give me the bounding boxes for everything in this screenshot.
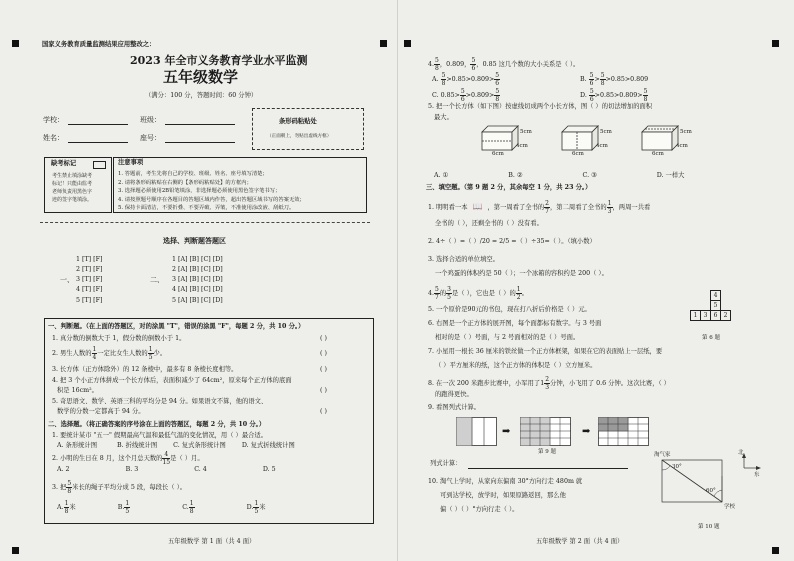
registration-mark (380, 40, 387, 47)
cube-label: 6cm (572, 151, 584, 157)
school-label: 学校： (43, 116, 64, 124)
choice-q4-option-d: D. $\frac{5}{6}$ >0.85>0.809> $\frac{5}{8}$ (580, 88, 648, 103)
choice-q4: 4. $\frac{5}{8}$ ，0.809， $\frac{5}{6}$ ，0.85 这几个数的大小关系是（ ）。 (428, 57, 580, 72)
registration-mark (12, 547, 19, 554)
fill-q9: 9. 看图列式计算。 (428, 404, 481, 411)
judge-q5a: 5. 奇思语文、数学、英语三科的平均分是 94 分。如果语文不算，他的语文、 (52, 398, 268, 405)
fill-q10a: 10. 淘气上学时，从家向东偏南 30°方向行走 480m 就 (428, 478, 583, 485)
absent-title: 缺考标记 (51, 160, 77, 167)
choice-answer-row[interactable]: 1 [A] [B] [C] [D] (172, 256, 223, 263)
map-label-30: 30° (672, 464, 682, 470)
judge-q5b: 数学的分数一定都高于 94 分。 (57, 408, 145, 415)
absent-checkbox[interactable] (93, 161, 106, 169)
answer-paren: ( ) (320, 408, 327, 415)
choice-answer-row[interactable]: 2 [A] [B] [C] [D] (172, 266, 223, 273)
q9-answer-line[interactable] (468, 468, 628, 469)
judge-q2: 2. 男生人数的 $\frac{1}{4}$ 一定比女生人数的 $\frac{1}{5}$ 少。 (52, 346, 167, 361)
map-label-60: 60° (706, 488, 716, 494)
fig10-caption: 第 10 题 (698, 524, 720, 530)
fill-q8c: 的跑得更快。 (435, 391, 473, 398)
choice-answer-row[interactable]: 5 [A] [B] [C] [D] (172, 297, 223, 304)
notice-item: 1. 答题前，考生先将自己的学校、班级、姓名、座号填写清楚； (118, 171, 268, 177)
fill-heading: 三、填空题。（第 9 题 2 分，其余每空 1 分，共 23 分。） (426, 184, 592, 191)
registration-mark (404, 40, 411, 47)
choice-q5b: 最大。 (434, 114, 453, 121)
cube-label: 6cm (652, 151, 664, 157)
choice-area-title: 选择、判断题答题区 (163, 236, 226, 245)
answer-paren: ( ) (320, 335, 327, 342)
judge-heading: 一、判断题。（在上面的答题区，对的涂黑 "T"，错误的涂黑 "F"，每题 2 分，共 10 分。） (48, 323, 305, 330)
net-face: 6 (710, 310, 721, 321)
answer-paren: ( ) (320, 350, 327, 357)
arrow-icon: ➡ (502, 426, 511, 437)
exam-info: （满分：100 分，答题时间：60 分钟） (145, 92, 258, 99)
choice-q1: 1. 要统计某市 "五一" 假期最高气温和最低气温的变化情况，用（ ）最合适。 (52, 432, 268, 439)
subject-title: 五年级数学 (163, 68, 239, 86)
choice-q2: 2. 小明的生日在 8 月，这个月总天数的 $\frac{4}{15}$ 是（ ）月。 (52, 451, 204, 466)
choice-q4-option-c: C. 0.85> $\frac{5}{6}$ >0.809> $\frac{5}{8}$ (432, 88, 500, 103)
cube-label: 5cm (520, 129, 532, 135)
judge-q4b: 积是 16cm²。 (57, 387, 98, 394)
fig9-caption: 第 9 题 (538, 449, 556, 455)
fig6-caption: 第 6 题 (702, 335, 720, 341)
page-footer-left: 五年级数学 第 1 面（共 4 面） (168, 538, 256, 545)
notice-item: 5. 保持卡面清洁，不要折叠、不要弄破、弄皱，不准使用涂改液、刮纸刀。 (118, 205, 295, 211)
seat-field[interactable] (165, 142, 235, 143)
choice-answer-row[interactable]: 4 [A] [B] [C] [D] (172, 286, 223, 293)
answer-paren: ( ) (320, 366, 327, 373)
registration-mark (772, 40, 779, 47)
fill-q6b: 相对的是（ ）号面，与 2 号面相对的是（ ）号面。 (435, 334, 580, 341)
cuboid-figure-1 (476, 124, 556, 156)
registration-mark (12, 40, 19, 47)
net-face: 3 (700, 310, 711, 321)
map-label-home: 淘气家 (654, 452, 671, 458)
judge-answer-row[interactable]: 1 [T] [F] (76, 256, 103, 263)
choice-q5: 5. 把一个长方体（如下图）按虚线切成两个小长方体，图（ ）的切法增加的面积 (428, 103, 653, 110)
notice-item: 2. 请将条形码粘贴在右侧的【条形码粘贴处】的方框内； (118, 179, 252, 186)
notice-title: 注意事项 (118, 159, 144, 166)
fill-q9-calc: 列式计算： (430, 460, 462, 467)
notice-item: 4. 请按照题号顺序在各题目的答题区域内作答，超出答题区域书写的答案无效； (118, 196, 305, 203)
barcode-note: （正面朝上，勿贴出虚线方框） (267, 134, 332, 139)
net-face: 1 (690, 310, 701, 321)
judge-q4a: 4. 把 3 个小正方体拼成一个长方体后，表面积减少了 64cm²，原来每个正方体的底面 (52, 377, 292, 384)
answer-paren: ( ) (320, 387, 327, 394)
cube-net-figure (690, 290, 740, 330)
absent-text-4: 迹的签字笔填涂。 (52, 197, 93, 203)
divider (40, 222, 370, 223)
exam-title: 2023 年全市义务教育学业水平监测 (130, 54, 308, 67)
cube-label: 5cm (600, 129, 612, 135)
choice-q4-option-a: A. $\frac{5}{8}$ >0.85>0.809> $\frac{5}{6}$ (432, 72, 500, 87)
choice-q5-options: A. ① B. ② C. ③ D. 一样大 (434, 172, 685, 179)
cube-label: 4cm (596, 143, 608, 149)
fill-q7b: （ ）平方厘米的纸，这个正方体的体积是（ ）立方厘米。 (435, 362, 597, 369)
right-page (398, 0, 794, 561)
net-face: 2 (720, 310, 731, 321)
class-field[interactable] (165, 124, 235, 125)
fill-q8: 8. 在一次 200 米跑步比赛中，小军用了1 $\frac{2}{3}$ 分钟，小飞用了 0.6 分钟。这次比赛，（ ） (428, 376, 670, 391)
choice-heading: 二、选择题。（将正确答案的序号涂在上面的答题区，每题 2 分，共 10 分。） (48, 421, 266, 428)
judge-q1: 1. 真分数的倒数大于 1，假分数的倒数小于 1。 (52, 335, 186, 342)
notice-box (113, 157, 367, 213)
absent-text-1: 考生禁止填涂缺考 (52, 173, 93, 179)
fig9-grid-2 (520, 417, 572, 447)
section-two-label: 二、 (150, 276, 164, 284)
fill-q5: 5. 一个原价是90元的书包，现在打八折后价格是（ ）元。 (428, 306, 591, 313)
cube-label: 4cm (676, 143, 688, 149)
map-label-school: 学校 (724, 504, 736, 510)
notice-item: 3. 选择题必须使用2B铅笔填涂，非选择题必须使用黑色签字笔书写； (118, 188, 281, 194)
class-label: 班级： (140, 116, 161, 124)
page-footer-right: 五年级数学 第 2 面（共 4 面） (536, 538, 624, 545)
fill-q3a: 一个鸡蛋的体积约是 50（ ）；一个冰箱的容积约是 200（ ）。 (435, 270, 608, 277)
fill-q6a: 6. 右图是一个正方体的展开图，每个面都标有数字。与 3 号面 (428, 320, 602, 327)
cube-label: 5cm (680, 129, 692, 135)
fill-q4: 4. $\frac{5}{7}$ 的 $\frac{3}{5}$ 是（ ），它也是（ ）的 $\frac{1}{2}$ 。 (428, 286, 528, 301)
judge-answer-row[interactable]: 2 [T] [F] (76, 266, 103, 273)
corner-note: 国家义务教育质量监测结果应用整改之： (42, 41, 156, 48)
name-label: 姓名： (43, 134, 64, 142)
fill-q1e: 全书的（ ），还剩全书的（ ）没有看。 (435, 220, 543, 227)
fill-q1: 1. 明明看一本 📖 ，第一周看了全书的 $\frac{2}{7}$ ，第二周看了全书的 $\frac{1}{3}$ ，两周一共看 (428, 200, 651, 215)
barcode-title: 条形码粘贴处 (279, 118, 317, 125)
school-field[interactable] (68, 124, 128, 125)
registration-mark (772, 547, 779, 554)
fill-q10b: 可到达学校，放学时，如果原路返回，那么他 (440, 492, 566, 499)
fig10-map (654, 448, 764, 518)
absent-text-2: 标记！只能由监考 (52, 181, 93, 187)
net-face: 4 (710, 290, 721, 301)
choice-q4-option-b: B. $\frac{5}{6}$ > $\frac{5}{8}$ >0.85>0.809 (580, 72, 649, 87)
fill-q7a: 7. 小星用一根长 36 厘米的铁丝做一个正方体框架，如果在它的表面贴上一层纸，要 (428, 348, 663, 355)
fill-q3: 3. 选择合适的单位填空。 (428, 256, 499, 263)
fig9-grid-3 (598, 417, 650, 447)
cube-label: 6cm (492, 151, 504, 157)
judge-answer-row[interactable]: 4 [T] [F] (76, 286, 103, 293)
absent-box (44, 157, 112, 213)
choice-q2-options: A. 2 B. 3 C. 4 D. 5 (57, 466, 276, 473)
section-one-label: 一、 (60, 276, 74, 284)
judge-answer-row[interactable]: 5 [T] [F] (76, 297, 103, 304)
arrow-icon: ➡ (582, 426, 591, 437)
net-face: 5 (710, 300, 721, 311)
cuboid-figure-2 (556, 124, 636, 156)
absent-text-3: 老师负责用黑色字 (52, 189, 93, 195)
choice-q1-options: A. 条形统计图 B. 折线统计图 C. 复式条形统计图 D. 复式折线统计图 (57, 442, 295, 449)
cuboid-figure-3 (636, 124, 716, 156)
name-field[interactable] (68, 142, 128, 143)
judge-q3: 3. 长方体（正方体除外）的 12 条棱中，最多有 8 条棱长度相等。 (52, 366, 238, 373)
fill-q2: 2. 4÷（ ）=（ ）/20 = 2/5 =（ ）÷35=（ ）。（填小数） (428, 238, 596, 245)
judge-answer-row[interactable]: 3 [T] [F] (76, 276, 103, 283)
barcode-box[interactable] (252, 108, 364, 150)
choice-q3: 3. 把 $\frac{5}{8}$ 米长的绳子平均分成 5 段，每段长（ ）。 (52, 480, 187, 495)
choice-answer-row[interactable]: 3 [A] [B] [C] [D] (172, 276, 223, 283)
cube-label: 4cm (516, 143, 528, 149)
map-label-north: 北 (738, 450, 744, 456)
fill-q10c: 偏（ ）（ ）°方向行走（ ）。 (440, 506, 519, 513)
choice-q3-options: A. $\frac{1}{8}$ 米 B. $\frac{1}{5}$ C. $\frac{1}{8}$ D. $\frac{1}{5}$ 米 (57, 500, 266, 515)
map-label-east: 东 (754, 472, 760, 478)
seat-label: 座号： (140, 134, 161, 142)
